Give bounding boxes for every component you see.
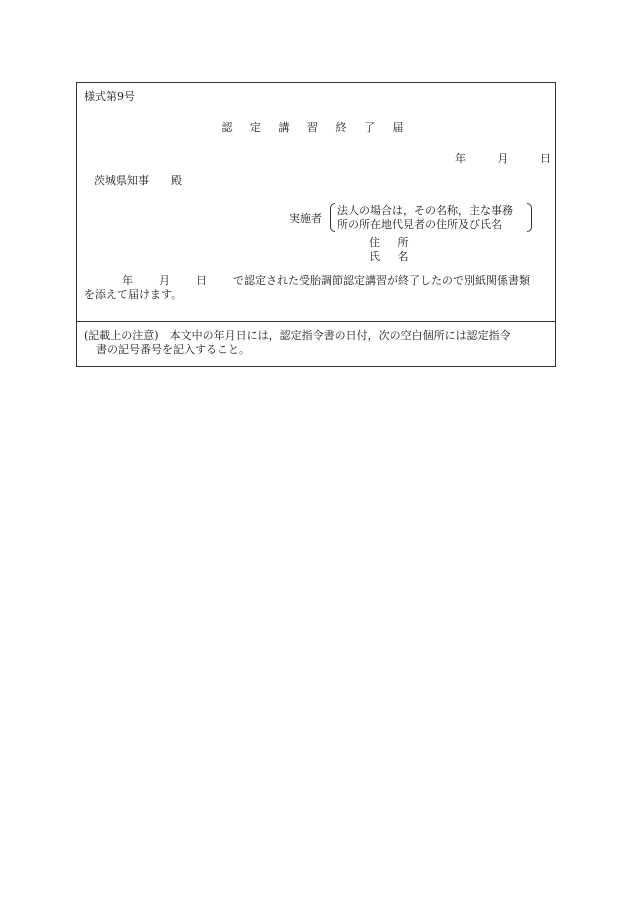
body-line-1 xyxy=(84,274,552,288)
date-year: 年 xyxy=(455,152,466,165)
bracket-right xyxy=(527,203,532,232)
date-day: 日 xyxy=(540,152,551,165)
bracket-left xyxy=(330,203,335,232)
date-line xyxy=(455,152,551,166)
note-line-2: 書の記号番号を記入すること。 xyxy=(96,343,250,356)
body-day: 日 xyxy=(196,274,207,287)
body-text xyxy=(84,274,552,302)
date-month: 月 xyxy=(497,152,509,165)
form-number: 様式第9号 xyxy=(84,90,135,103)
body-line1-text: で認定された受胎調節認定講習が終了したので別紙関係書類 xyxy=(233,274,530,287)
body-line-2: を添えて届けます。 xyxy=(84,288,183,301)
applicant-note-line2: 所の所在地代見者の住所及び氏名 xyxy=(337,218,502,231)
name-label: 氏 名 xyxy=(369,250,416,263)
body-month: 月 xyxy=(159,274,170,287)
applicant-note-line1: 法人の場合は，その名称，主な事務 xyxy=(337,204,513,217)
applicant-label: 実施者 xyxy=(289,212,322,225)
form-title: 認 定 講 習 終 了 届 xyxy=(221,121,411,134)
notification-form xyxy=(76,82,556,367)
addressee: 茨城県知事 殿 xyxy=(94,174,182,187)
address-label: 住 所 xyxy=(369,236,416,249)
note xyxy=(84,329,552,357)
divider xyxy=(77,321,555,322)
note-line-1: (記載上の注意) 本文中の年月日には，認定指令書の日付，次の空白個所には認定指令 xyxy=(84,329,511,342)
body-year: 年 xyxy=(122,274,133,287)
